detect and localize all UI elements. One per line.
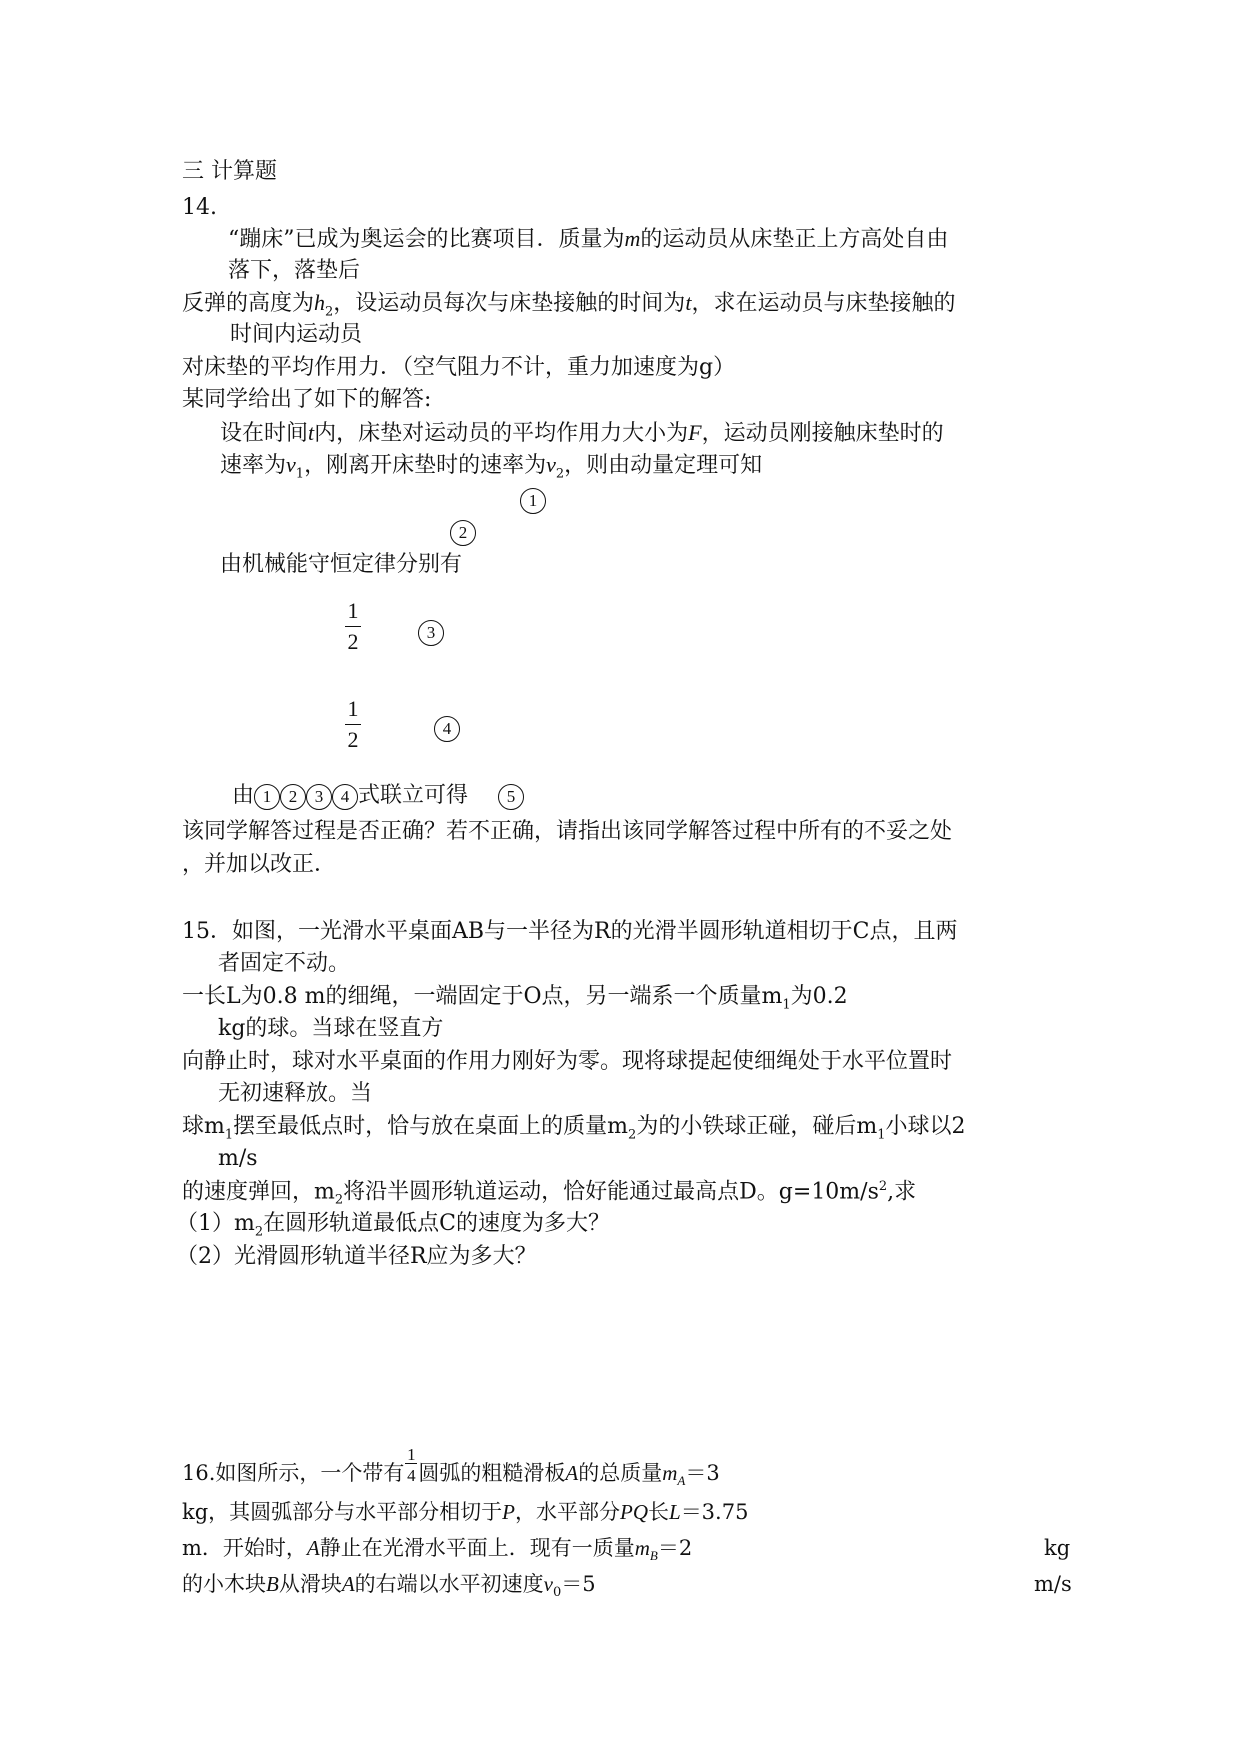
q16-line-4-unit: m/s	[1034, 1572, 1072, 1596]
q15-line-4: kg的球。当球在竖直方	[218, 1016, 444, 1041]
equation-marker-2: 2	[450, 520, 476, 546]
q15-line-7: 球$m_1$摆至最低点时，恰与放在桌面上的质量$m_2$为的小铁球正碰，碰后$m_1$小球以2	[182, 1114, 966, 1143]
q15-line-9: 的速度弹回，$m_2$将沿半圆形轨道运动，恰好能通过最高点D。$g=10m/s^2$,求	[182, 1179, 917, 1208]
q15-line-1: 15．如图，一光滑水平桌面AB与一半径为R的光滑半圆形轨道相切于C点，且两	[182, 919, 958, 944]
q14-line-2: 落下，落垫后	[228, 258, 361, 283]
q14-line-8: ，并加以改正．	[182, 852, 337, 877]
q15-line-8: m/s	[218, 1146, 258, 1171]
q14-solution-line-2: 速率为$v_1$，刚离开床垫时的速率为$v_2$，则由动量定理可知	[220, 452, 763, 482]
q14-line-1: “蹦床”已成为奥运会的比赛项目．质量为m的运动员从床垫正上方高处自由	[228, 226, 949, 252]
q14-line-3: 反弹的高度为$h_2$，设运动员每次与床垫接触的时间为t，求在运动员与床垫接触的	[182, 290, 956, 320]
q14-line-5: 对床垫的平均作用力．（空气阻力不计，重力加速度为g）	[182, 355, 736, 380]
section-title: 三 计算题	[182, 159, 277, 184]
q15-part-1: $(1)m_2$在圆形轨道最低点C的速度为多大？	[176, 1211, 610, 1240]
fraction-half-2: 1 2	[345, 696, 361, 753]
q14-line-7: 该同学解答过程是否正确？若不正确，请指出该同学解答过程中所有的不妥之处	[182, 819, 953, 844]
q16-line-2: kg，其圆弧部分与水平部分相切于P，水平部分PQ长L＝3.75	[182, 1500, 749, 1524]
q15-part-2: （2）光滑圆形轨道半径R应为多大？	[176, 1244, 537, 1269]
fraction-quarter: $\frac{1}{4}$	[407, 1444, 416, 1485]
equation-marker-1: 1	[520, 488, 546, 514]
q16-line-4: 的小木块B从滑块A的右端以水平初速度$v_0=5$	[182, 1572, 596, 1601]
fraction-half-1: 1 2	[345, 598, 361, 655]
q14-solution-line-4: 由 1 2 3 4 式联立可得 5	[232, 784, 524, 810]
q14-number: 14.	[182, 195, 217, 220]
q16-line-1: 16.如图所示，一个带有 $\frac{1}{4}$ 圆弧的粗糙滑板A的总质量$m_A=3$	[182, 1444, 720, 1489]
q16-line-3-unit: kg	[1044, 1536, 1071, 1560]
q15-line-3: 一长L为0.8 m的细绳，一端固定于O点，另一端系一个质量$m_1$为0.2	[182, 984, 848, 1013]
q15-line-2: 者固定不动。	[218, 951, 351, 976]
equation-marker-3: 3	[418, 620, 444, 646]
q14-solution-line-3: 由机械能守恒定律分别有	[220, 552, 463, 577]
q16-line-3: m．开始时，A静止在光滑水平面上．现有一质量$m_B=2$	[182, 1536, 693, 1564]
q15-line-6: 无初速释放。当	[218, 1081, 373, 1106]
equation-marker-4: 4	[434, 716, 460, 742]
q15-line-5: 向静止时，球对水平桌面的作用力刚好为零。现将球提起使细绳处于水平位置时	[182, 1049, 953, 1074]
q14-line-4: 时间内运动员	[230, 322, 363, 347]
q14-line-6: 某同学给出了如下的解答:	[182, 387, 432, 412]
q14-solution-line-1: 设在时间t内，床垫对运动员的平均作用力大小为F，运动员刚接触床垫时的	[220, 420, 944, 446]
